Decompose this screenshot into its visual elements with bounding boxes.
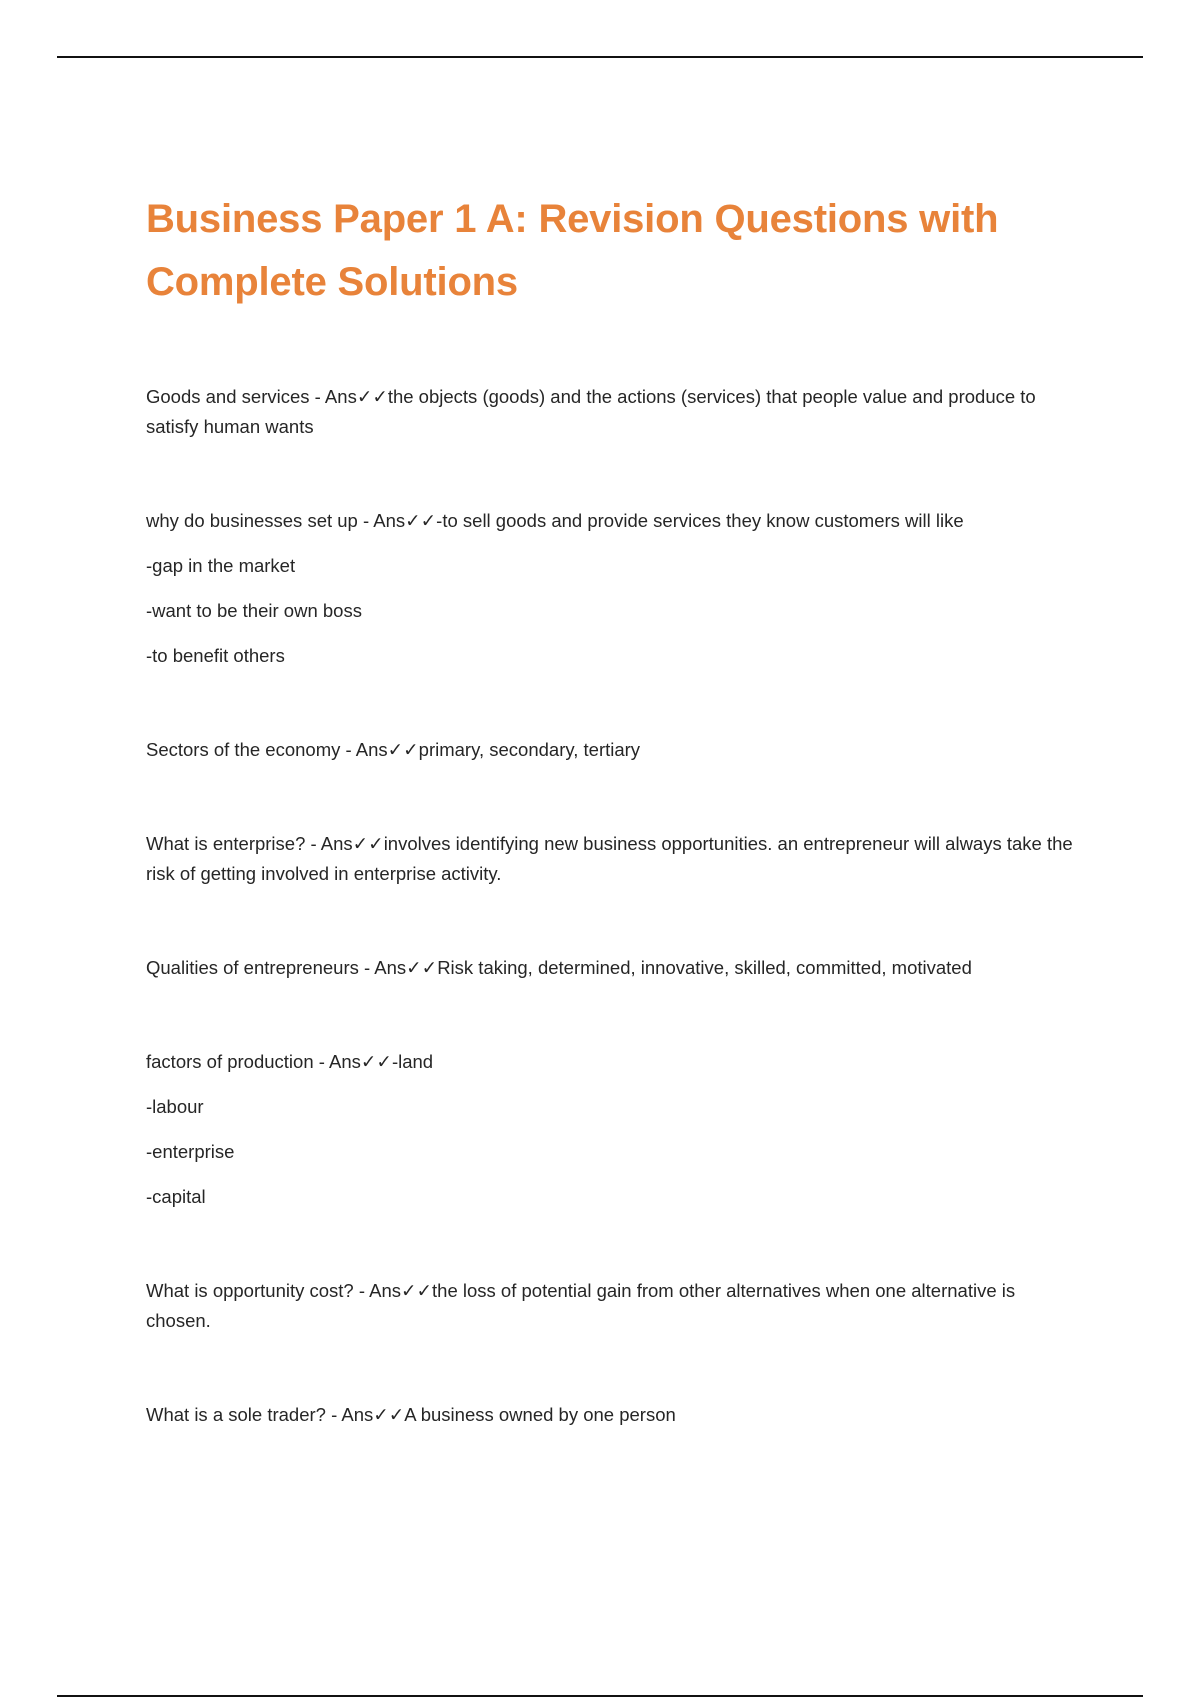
qa-item-factors-of-production <box>146 1047 1076 1212</box>
qa-line <box>146 506 1076 536</box>
qa-item-enterprise <box>146 829 1076 889</box>
question-text: Sectors of the economy <box>146 739 341 760</box>
qa-line <box>146 1047 1076 1077</box>
answer-text: A business owned by one person <box>404 1404 676 1425</box>
answer-continuation: -to benefit others <box>146 645 285 666</box>
question-text: Qualities of entrepreneurs <box>146 957 359 978</box>
question-text: What is enterprise? <box>146 833 306 854</box>
answer-separator: - Ans✓✓ <box>340 739 419 760</box>
answer-text: Risk taking, determined, innovative, skilled, committed, motivated <box>437 957 972 978</box>
qa-line <box>146 1400 1076 1430</box>
qa-line <box>146 735 1076 765</box>
page-title: Business Paper 1 A: Revision Questions with Complete Solutions <box>146 197 999 304</box>
question-text: why do businesses set up <box>146 510 358 531</box>
answer-separator: - Ans✓✓ <box>313 1051 392 1072</box>
answer-continuation: -capital <box>146 1186 206 1207</box>
answer-separator: - Ans✓✓ <box>357 510 437 531</box>
answer-separator: - Ans✓✓ <box>353 1280 433 1301</box>
answer-separator: - Ans✓✓ <box>309 386 388 407</box>
answer-continuation: -want to be their own boss <box>146 600 362 621</box>
answer-text: involves identifying new business opportunities. an entrepreneur will always take the risk of getting involved in enterprise activity. <box>146 833 1073 884</box>
qa-item-sole-trader <box>146 1400 1076 1430</box>
question-text: Goods and services <box>146 386 310 407</box>
answer-separator: - Ans✓✓ <box>358 957 438 978</box>
qa-line <box>146 953 1076 983</box>
answer-text: -to sell goods and provide services they know customers will like <box>436 510 964 531</box>
answer-text: -land <box>391 1051 434 1072</box>
footer-rule <box>57 1695 1143 1697</box>
answer-separator: - Ans✓✓ <box>325 1404 405 1425</box>
answer-continuation: -enterprise <box>146 1141 235 1162</box>
qa-item-goods-and-services <box>146 382 1076 442</box>
qa-item-opportunity-cost <box>146 1276 1076 1336</box>
qa-line <box>146 829 1076 889</box>
qa-item-why-businesses-set-up <box>146 506 1076 671</box>
answer-text: the objects (goods) and the actions (services) that people value and produce to satisfy human wants <box>146 386 1036 437</box>
answer-text: primary, secondary, tertiary <box>418 739 641 760</box>
question-text: What is a sole trader? <box>146 1404 326 1425</box>
answer-separator: - Ans✓✓ <box>305 833 384 854</box>
qa-item-sectors-of-economy <box>146 735 1076 765</box>
answer-continuation: -labour <box>146 1096 204 1117</box>
question-text: factors of production <box>146 1051 314 1072</box>
header-rule <box>57 56 1143 58</box>
qa-item-qualities-of-entrepreneurs <box>146 953 1076 983</box>
qa-list <box>146 382 1076 1430</box>
answer-text: the loss of potential gain from other alternatives when one alternative is chosen. <box>146 1280 1016 1331</box>
answer-continuation: -gap in the market <box>146 555 296 576</box>
qa-line <box>146 382 1076 442</box>
question-text: What is opportunity cost? <box>146 1280 354 1301</box>
qa-line <box>146 1276 1076 1336</box>
